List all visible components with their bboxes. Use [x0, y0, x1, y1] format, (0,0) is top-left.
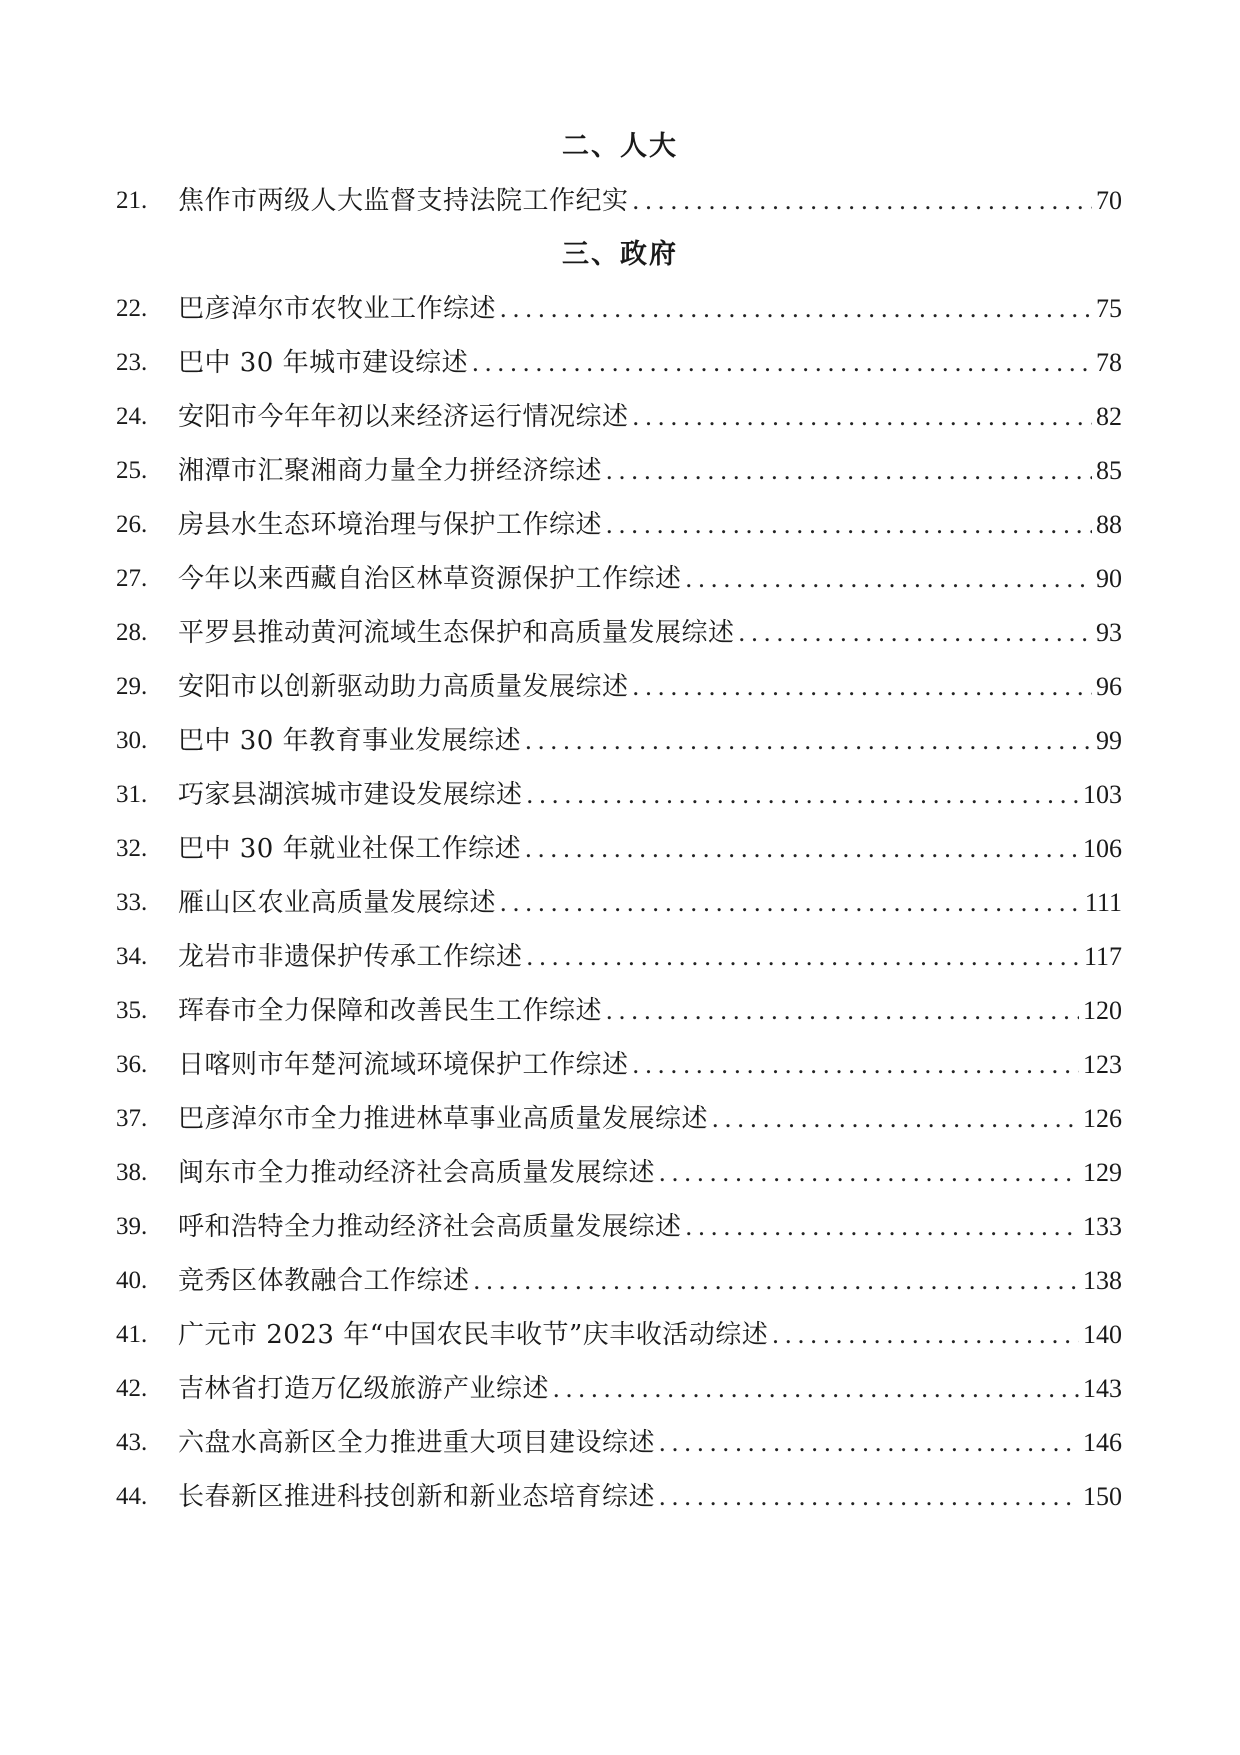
dot-leader	[474, 1254, 1079, 1308]
entry-page: 143	[1083, 1374, 1122, 1403]
dot-leader	[633, 174, 1092, 228]
toc-entry[interactable]	[0, 876, 1240, 930]
section-heading-renda: 二、人大	[562, 131, 678, 162]
entry-number: 34.	[116, 943, 148, 970]
entry-title: 今年以来西藏自治区林草资源保护工作综述	[178, 564, 682, 594]
entry-page: 140	[1083, 1320, 1122, 1349]
entry-page: 146	[1083, 1428, 1122, 1457]
entry-title: 巴中 30 年就业社保工作综述	[178, 834, 522, 864]
entry-leader	[178, 930, 1122, 984]
entry-leader	[178, 1146, 1122, 1200]
toc-entry[interactable]	[0, 498, 1240, 552]
entry-page: 70	[1096, 186, 1122, 215]
entry-page: 78	[1096, 348, 1122, 377]
entry-title: 巴中 30 年城市建设综述	[178, 348, 469, 378]
entry-number: 39.	[116, 1213, 148, 1240]
dot-leader	[525, 822, 1079, 876]
entry-page: 85	[1096, 456, 1122, 485]
entry-leader	[178, 282, 1122, 336]
entry-leader	[178, 1416, 1122, 1470]
entry-leader	[178, 714, 1122, 768]
dot-leader	[553, 1362, 1079, 1416]
toc-entry[interactable]	[0, 606, 1240, 660]
entry-number: 21.	[116, 187, 148, 214]
toc-entry[interactable]	[0, 282, 1240, 336]
entry-page: 126	[1083, 1104, 1122, 1133]
entry-page: 111	[1084, 888, 1122, 917]
entry-leader	[178, 660, 1122, 714]
dot-leader	[527, 768, 1079, 822]
entry-number: 37.	[116, 1105, 148, 1132]
entry-leader	[178, 1200, 1122, 1254]
entry-title: 珲春市全力保障和改善民生工作综述	[178, 996, 603, 1026]
entry-page: 106	[1083, 834, 1122, 863]
entry-title: 闽东市全力推动经济社会高质量发展综述	[178, 1158, 656, 1188]
entry-leader	[178, 174, 1122, 228]
dot-leader	[633, 1038, 1079, 1092]
toc-entry[interactable]	[0, 1146, 1240, 1200]
dot-leader	[633, 660, 1092, 714]
entry-title: 巴彦淖尔市农牧业工作综述	[178, 294, 497, 324]
dot-leader	[686, 552, 1092, 606]
entry-leader	[178, 822, 1122, 876]
toc-entry[interactable]	[0, 552, 1240, 606]
dot-leader	[686, 1200, 1079, 1254]
dot-leader	[606, 498, 1092, 552]
entry-number: 42.	[116, 1375, 148, 1402]
entry-title: 竞秀区体教融合工作综述	[178, 1266, 470, 1296]
entry-title: 平罗县推动黄河流域生态保护和高质量发展综述	[178, 618, 735, 648]
entry-leader	[178, 1038, 1122, 1092]
entry-title: 吉林省打造万亿级旅游产业综述	[178, 1374, 550, 1404]
dot-leader	[500, 876, 1081, 930]
toc-entry[interactable]	[0, 768, 1240, 822]
dot-leader	[739, 606, 1092, 660]
dot-leader	[659, 1146, 1079, 1200]
entry-number: 43.	[116, 1429, 148, 1456]
entry-title: 安阳市今年年初以来经济运行情况综述	[178, 402, 629, 432]
toc-entry[interactable]	[0, 1362, 1240, 1416]
entry-title: 长春新区推进科技创新和新业态培育综述	[178, 1482, 656, 1512]
entry-leader	[178, 1254, 1122, 1308]
entry-leader	[178, 390, 1122, 444]
entry-title: 湘潭市汇聚湘商力量全力拼经济综述	[178, 456, 603, 486]
entry-leader	[178, 444, 1122, 498]
entry-page: 123	[1083, 1050, 1122, 1079]
entry-page: 120	[1083, 996, 1122, 1025]
entry-title: 焦作市两级人大监督支持法院工作纪实	[178, 186, 629, 216]
entry-leader	[178, 984, 1122, 1038]
toc-entry[interactable]	[0, 1308, 1240, 1362]
entry-page: 129	[1083, 1158, 1122, 1187]
toc-entry[interactable]	[0, 714, 1240, 768]
entry-page: 138	[1083, 1266, 1122, 1295]
dot-leader	[772, 1308, 1079, 1362]
toc-entry[interactable]	[0, 660, 1240, 714]
dot-leader	[633, 390, 1092, 444]
toc-entry[interactable]	[0, 174, 1240, 228]
toc-entry[interactable]	[0, 1254, 1240, 1308]
entry-number: 35.	[116, 997, 148, 1024]
entry-leader	[178, 1092, 1122, 1146]
entry-page: 88	[1096, 510, 1122, 539]
toc-entry[interactable]	[0, 984, 1240, 1038]
entry-number: 26.	[116, 511, 148, 538]
entry-leader	[178, 1470, 1122, 1524]
entry-number: 32.	[116, 835, 148, 862]
entry-number: 27.	[116, 565, 148, 592]
entry-title: 日喀则市年楚河流域环境保护工作综述	[178, 1050, 629, 1080]
dot-leader	[659, 1470, 1079, 1524]
entry-number: 30.	[116, 727, 148, 754]
dot-leader	[659, 1416, 1079, 1470]
entry-page: 103	[1083, 780, 1122, 809]
entry-title: 巴中 30 年教育事业发展综述	[178, 726, 522, 756]
entry-page: 133	[1083, 1212, 1122, 1241]
toc-entry[interactable]	[0, 822, 1240, 876]
entry-leader	[178, 336, 1122, 390]
toc-entry[interactable]	[0, 930, 1240, 984]
entry-title: 安阳市以创新驱动助力高质量发展综述	[178, 672, 629, 702]
dot-leader	[527, 930, 1080, 984]
entry-number: 38.	[116, 1159, 148, 1186]
dot-leader	[712, 1092, 1079, 1146]
entry-leader	[178, 1362, 1122, 1416]
dot-leader	[500, 282, 1092, 336]
toc-entry[interactable]	[0, 1416, 1240, 1470]
entry-title: 呼和浩特全力推动经济社会高质量发展综述	[178, 1212, 682, 1242]
entry-title: 雁山区农业高质量发展综述	[178, 888, 497, 918]
toc-entry[interactable]	[0, 1200, 1240, 1254]
entry-number: 25.	[116, 457, 148, 484]
entry-leader	[178, 1308, 1122, 1362]
entry-page: 150	[1083, 1482, 1122, 1511]
toc-entry[interactable]	[0, 1470, 1240, 1524]
entry-number: 23.	[116, 349, 148, 376]
entry-number: 29.	[116, 673, 148, 700]
entry-number: 36.	[116, 1051, 148, 1078]
toc-entry[interactable]	[0, 390, 1240, 444]
dot-leader	[525, 714, 1092, 768]
section-heading-zhengfu: 三、政府	[562, 239, 678, 270]
entry-page: 90	[1096, 564, 1122, 593]
entry-leader	[178, 876, 1122, 930]
dot-leader	[472, 336, 1092, 390]
toc-entry[interactable]	[0, 336, 1240, 390]
entry-number: 28.	[116, 619, 148, 646]
toc-entry[interactable]	[0, 444, 1240, 498]
entry-number: 40.	[116, 1267, 148, 1294]
entry-number: 41.	[116, 1321, 148, 1348]
entry-page: 93	[1096, 618, 1122, 647]
dot-leader	[606, 984, 1079, 1038]
table-of-contents	[0, 120, 1240, 1524]
toc-entry[interactable]	[0, 1092, 1240, 1146]
entry-leader	[178, 768, 1122, 822]
entry-title: 巧家县湖滨城市建设发展综述	[178, 780, 523, 810]
entry-page: 75	[1096, 294, 1122, 323]
entry-leader	[178, 498, 1122, 552]
dot-leader	[606, 444, 1092, 498]
entry-title: 巴彦淖尔市全力推进林草事业高质量发展综述	[178, 1104, 709, 1134]
toc-entry[interactable]	[0, 1038, 1240, 1092]
entry-title: 房县水生态环境治理与保护工作综述	[178, 510, 603, 540]
entry-number: 44.	[116, 1483, 148, 1510]
entry-number: 22.	[116, 295, 148, 322]
entry-leader	[178, 606, 1122, 660]
entry-leader	[178, 552, 1122, 606]
entry-page: 117	[1083, 942, 1122, 971]
entry-title: 龙岩市非遗保护传承工作综述	[178, 942, 523, 972]
entry-page: 82	[1096, 402, 1122, 431]
entry-title: 六盘水高新区全力推进重大项目建设综述	[178, 1428, 656, 1458]
entry-page: 99	[1096, 726, 1122, 755]
entry-number: 33.	[116, 889, 148, 916]
entry-title: 广元市 2023 年“中国农民丰收节”庆丰收活动综述	[178, 1320, 769, 1350]
entry-number: 24.	[116, 403, 148, 430]
entry-page: 96	[1096, 672, 1122, 701]
entry-number: 31.	[116, 781, 148, 808]
